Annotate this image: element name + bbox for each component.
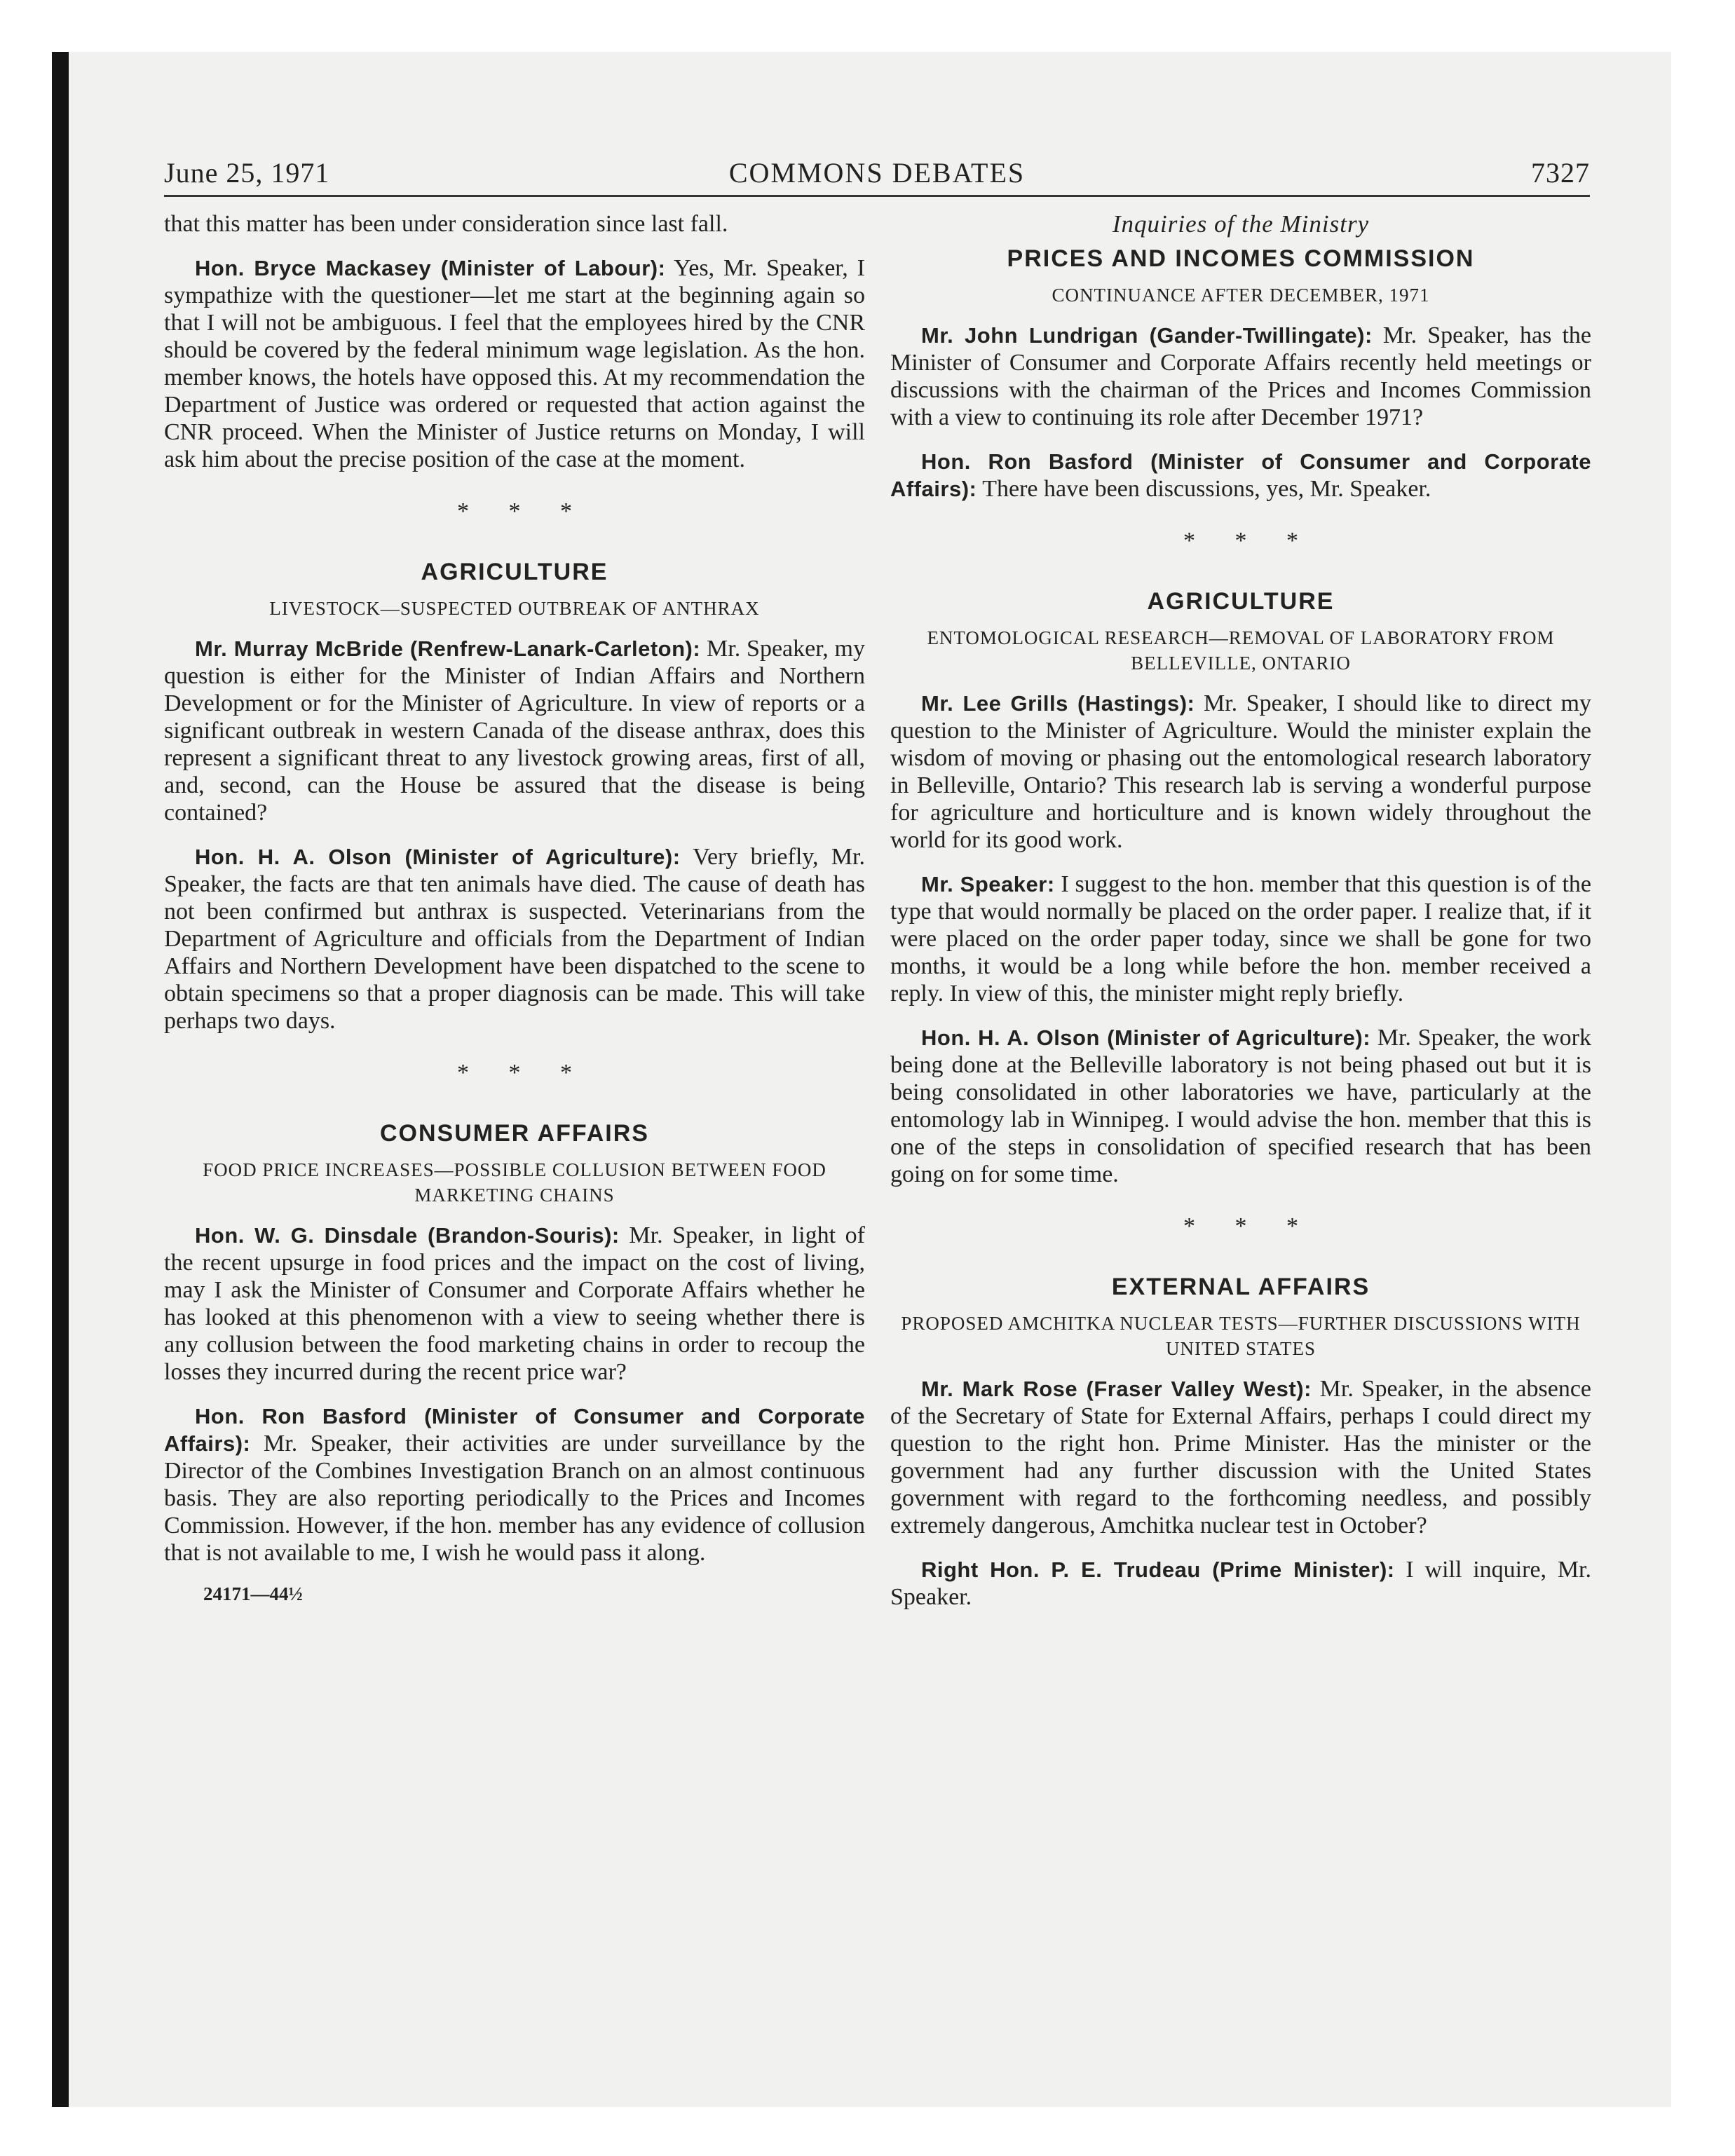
paragraph-text: Yes, Mr. Speaker, I sympathize with the questioner—let me start at the beginning again so that I will not be ambiguous. I feel that the employees hired by the CNR should be covered by the federal minimum wage legislation. As the hon. member knows, the hotels have opposed this. At my recommendation the Department of Justice was ordered or requested that action against the CNR proceed. When the Minister of Justice returns on Monday, I will ask him about the precise position of the case at the moment. — [164, 255, 866, 472]
paragraph — [890, 322, 1591, 431]
paragraph-text: Mr. Speaker, has the Minister of Consumer and Corporate Affairs recently held meetings or discussions with the chairman of the Prices and Incomes Commission with a view to continuing its role after December 1971? — [890, 322, 1591, 430]
paragraph — [890, 1556, 1591, 1611]
speaker-name: Mr. Murray McBride (Renfrew-Lanark-Carleton): — [195, 636, 701, 661]
section-subtitle: LIVESTOCK—SUSPECTED OUTBREAK OF ANTHRAX — [269, 598, 760, 619]
paragraph — [164, 843, 865, 1035]
speaker-name: Hon. Bryce Mackasey (Minister of Labour): — [195, 256, 666, 280]
section-title: PRICES AND INCOMES COMMISSION — [1007, 245, 1475, 272]
paragraph — [164, 210, 865, 238]
page-number: 7327 — [1531, 157, 1590, 189]
speaker-name: Mr. Lee Grills (Hastings): — [921, 691, 1195, 716]
right-column — [890, 210, 1591, 1628]
paragraph-text: I suggest to the hon. member that this question is of the type that would normally be placed on the order paper. I realize that, if it were placed on the order paper today, since we shall be gone for two months, it would be a long while before the hon. member received a reply. In view of this, the minister might reply briefly. — [890, 871, 1591, 1007]
paragraph — [890, 448, 1591, 503]
speaker-name: Hon. Ron Basford (Minister of Consumer and Corporate Affairs): — [164, 1404, 865, 1456]
section-subtitle: ENTOMOLOGICAL RESEARCH—REMOVAL OF LABORATORY FROM BELLEVILLE, ONTARIO — [927, 627, 1555, 674]
speaker-name: Mr. John Lundrigan (Gander-Twillingate): — [921, 323, 1373, 348]
paragraph-text: Mr. Speaker, in the absence of the Secretary of State for External Affairs, perhaps I could direct my question to the right hon. Prime Minister. Has the minister or the government had any further discussion with the United States government with regard to the forthcoming needless, and possibly extremely dangerous, Amchitka nuclear test in October? — [890, 1376, 1591, 1538]
paragraph-text: that this matter has been under consideration since last fall. — [164, 211, 728, 237]
paragraph — [890, 690, 1591, 854]
header-date: June 25, 1971 — [164, 157, 330, 189]
footer-code: 24171—44½ — [203, 1583, 303, 1604]
paragraph — [164, 1403, 865, 1567]
section-title: AGRICULTURE — [1147, 588, 1335, 615]
paragraph — [890, 1024, 1591, 1188]
header-title: COMMONS DEBATES — [728, 157, 1026, 189]
section-separator: * * * — [1183, 1213, 1315, 1239]
section-title: EXTERNAL AFFAIRS — [1111, 1274, 1370, 1300]
section-subtitle: CONTINUANCE AFTER DECEMBER, 1971 — [1052, 285, 1430, 306]
section-separator: * * * — [457, 498, 589, 524]
section-kicker: Inquiries of the Ministry — [1112, 210, 1370, 238]
paragraph-text: Mr. Speaker, their activities are under surveillance by the Director of the Combines Investigation Branch on an almost continuous basis. They are also reporting periodically to the Prices and Incomes Commission. However, if the hon. member has any evidence of collusion that is not available to me, I wish he would pass it along. — [164, 1431, 865, 1566]
paragraph — [164, 635, 865, 826]
section-title: CONSUMER AFFAIRS — [380, 1120, 649, 1147]
speaker-name: Mr. Mark Rose (Fraser Valley West): — [921, 1377, 1312, 1401]
speaker-name: Hon. H. A. Olson (Minister of Agriculture): — [921, 1025, 1371, 1050]
speaker-name: Right Hon. P. E. Trudeau (Prime Minister): — [921, 1557, 1395, 1582]
speaker-name: Hon. H. A. Olson (Minister of Agriculture): — [195, 845, 681, 869]
paragraph-text: I will inquire, Mr. Speaker. — [890, 1557, 1592, 1610]
speaker-name: Mr. Speaker: — [921, 872, 1055, 896]
paragraph-text: Mr. Speaker, in light of the recent upsurge in food prices and the impact on the cost of living, may I ask the Minister of Consumer and Corporate Affairs whether he has looked at this phenomenon with a view to seeing whether there is any collusion between the food marketing chains in order to recoup the losses they incurred during the recent price war? — [164, 1222, 865, 1385]
section-title: AGRICULTURE — [421, 559, 608, 585]
paragraph-text: Very briefly, Mr. Speaker, the facts are that ten animals have died. The cause of death has not been confirmed but anthrax is suspected. Veterinarians from the Department of Agriculture and officials from the Department of Indian Affairs and Northern Development have been dispatched to the scene to obtain specimens so that a proper diagnosis can be made. This will take perhaps two days. — [164, 844, 865, 1034]
paragraph — [890, 1375, 1591, 1539]
paragraph — [890, 871, 1591, 1007]
paragraph-text: Mr. Speaker, I should like to direct my question to the Minister of Agriculture. Would the minister explain the wisdom of moving or phasing out the entomological research laboratory in Belleville, Ontario? This research lab is serving a wonderful purpose for agriculture and horticulture and is known widely throughout the world for its good work. — [890, 690, 1591, 853]
section-separator: * * * — [1183, 528, 1315, 554]
speaker-name: Hon. Ron Basford (Minister of Consumer and Corporate Affairs): — [890, 449, 1591, 501]
paragraph-text: Mr. Speaker, the work being done at the Belleville laboratory is not being phased out but it is being consolidated in other laboratories we have, particularly at the entomology lab in Winnipeg. I would advise the hon. member that this is one of the steps in consolidation of specified research that has been going on for some time. — [890, 1025, 1592, 1187]
section-subtitle: FOOD PRICE INCREASES—POSSIBLE COLLUSION BETWEEN FOOD MARKETING CHAINS — [203, 1159, 826, 1206]
section-separator: * * * — [457, 1060, 589, 1086]
running-header — [164, 149, 1590, 197]
paragraph-text: Mr. Speaker, my question is either for the Minister of Indian Affairs and Northern Development or for the Minister of Agriculture. In view of reports or a significant outbreak in western Canada of the disease anthrax, does this represent a significant threat to any livestock growing areas, first of all, and, second, can the House be assured that the disease is being contained? — [164, 636, 865, 826]
left-column — [164, 210, 865, 1605]
paragraph — [164, 1222, 865, 1386]
paragraph — [164, 254, 865, 473]
speaker-name: Hon. W. G. Dinsdale (Brandon-Souris): — [195, 1223, 620, 1248]
paragraph-text: There have been discussions, yes, Mr. Speaker. — [977, 476, 1431, 502]
section-subtitle: PROPOSED AMCHITKA NUCLEAR TESTS—FURTHER DISCUSSIONS WITH UNITED STATES — [901, 1313, 1581, 1359]
